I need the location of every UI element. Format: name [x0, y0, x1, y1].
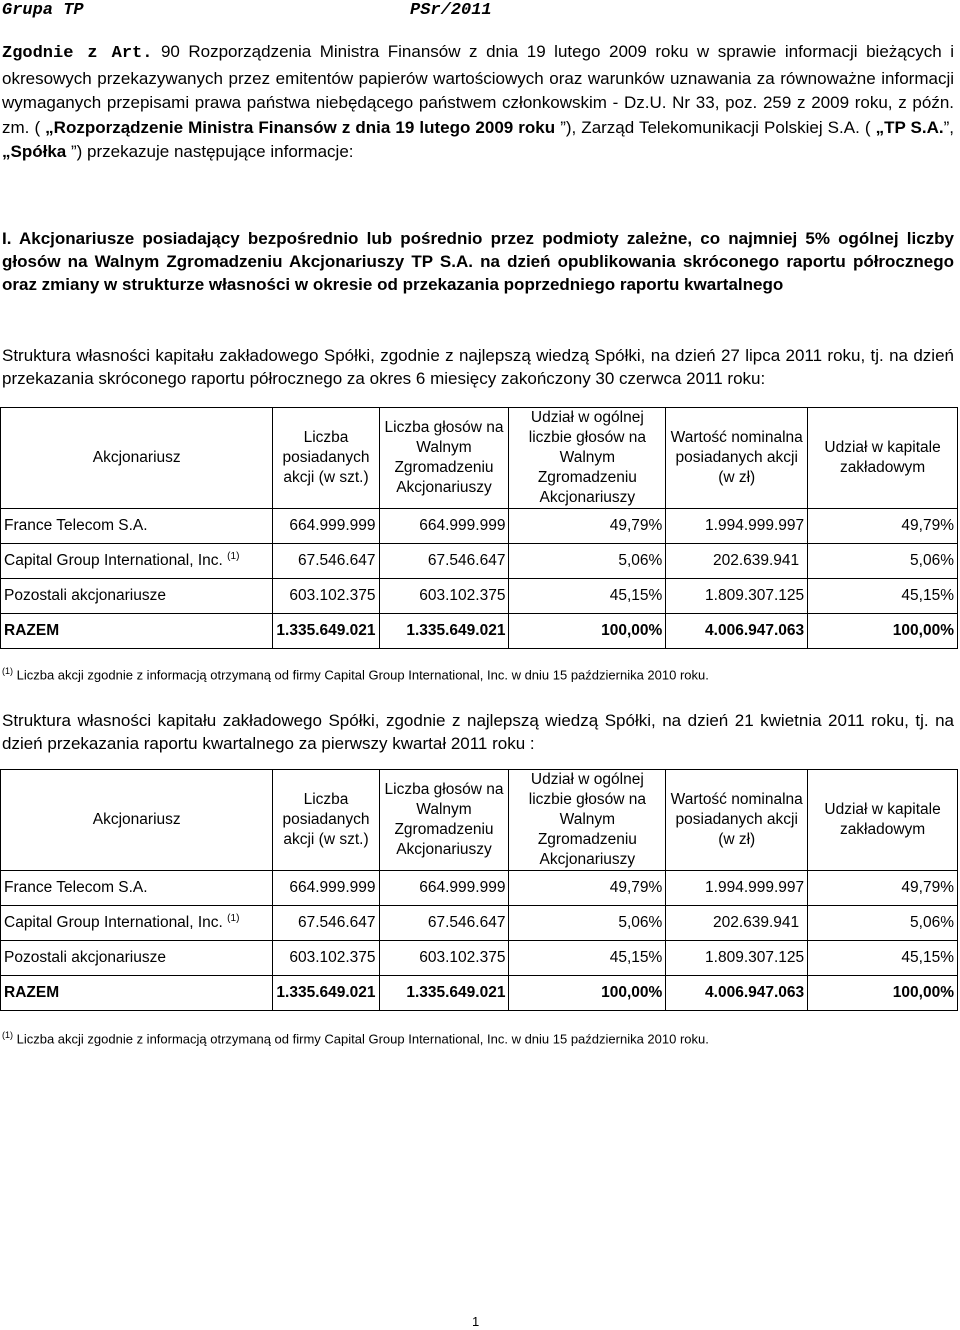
cell-nominal-value: 202.639.941 — [666, 544, 808, 579]
cell-votes: 1.335.649.021 — [379, 614, 509, 649]
cell-votes: 664.999.999 — [379, 871, 509, 906]
page-number: 1 — [472, 1314, 480, 1329]
col-header-shareholder: Akcjonariusz — [1, 408, 273, 509]
cell-shareholder — [1, 871, 273, 906]
cell-votes: 603.102.375 — [379, 579, 509, 614]
col-header-capital-share: Udział w kapitale zakładowym — [808, 770, 958, 871]
cell-votes: 1.335.649.021 — [379, 976, 509, 1011]
table-header-row — [1, 408, 958, 509]
cell-shareholder — [1, 614, 273, 649]
cell-shares: 664.999.999 — [273, 871, 379, 906]
cell-vote-share: 45,15% — [509, 579, 666, 614]
shareholder-name: Capital Group International, Inc. — [4, 914, 223, 932]
footnote-text: Liczba akcji zgodnie z informacją otrzymaną od firmy Capital Group International, Inc. w dniu 15 października 2010 roku. — [13, 1031, 709, 1047]
cell-capital-share: 49,79% — [808, 871, 958, 906]
cell-votes: 664.999.999 — [379, 509, 509, 544]
intro-bold-regulation: „Rozporządzenie Ministra Finansów z dnia 19 lutego 2009 roku — [45, 117, 556, 137]
table-row — [1, 544, 958, 579]
footnote-marker: (1) — [2, 1030, 13, 1040]
intro-mid-1: ”), Zarząd Telekomunikacji Polskiej S.A. ( — [555, 117, 876, 137]
col-header-nominal-value: Wartość nominalna posiadanych akcji (w zł) — [666, 408, 808, 509]
cell-shareholder — [1, 906, 273, 941]
cell-shares: 603.102.375 — [273, 579, 379, 614]
cell-vote-share: 100,00% — [509, 976, 666, 1011]
footnote-1 — [2, 666, 709, 682]
cell-nominal-value: 1.994.999.997 — [666, 871, 808, 906]
cell-shareholder — [1, 941, 273, 976]
shareholder-name: RAZEM — [4, 622, 60, 639]
cell-shares: 664.999.999 — [273, 509, 379, 544]
cell-shares: 67.546.647 — [273, 544, 379, 579]
shareholder-name: France Telecom S.A. — [4, 879, 148, 896]
structure-paragraph-2: Struktura własności kapitału zakładowego Spółki, zgodnie z najlepszą wiedzą Spółki, na dzień 21 kwietnia 2011 roku, tj. na dzień przekazania raportu kwartalnego za pierwszy kwartał 2011 roku : — [2, 711, 954, 753]
cell-shareholder — [1, 509, 273, 544]
cell-shares: 1.335.649.021 — [273, 976, 379, 1011]
cell-shareholder — [1, 579, 273, 614]
intro-mid-2: ”, — [943, 117, 955, 137]
col-header-capital-share: Udział w kapitale zakładowym — [808, 408, 958, 509]
cell-vote-share: 100,00% — [509, 614, 666, 649]
intro-body: 90 Rozporządzenia Ministra Finansów z dnia 19 lutego 2009 roku w sprawie informacji bieżących i okresowych przekazywanych przez emitentów papierów wartościowych oraz warunków uznawania za równoważne informacji wymaganych przepisami prawa państwa niebędącego państwem członkowskim - Dz.U. Nr 33, poz. 259 z 2009 roku, z późn. zm. ( — [2, 42, 954, 137]
cell-vote-share: 49,79% — [509, 509, 666, 544]
cell-capital-share: 45,15% — [808, 941, 958, 976]
cell-vote-share: 5,06% — [509, 906, 666, 941]
cell-shareholder — [1, 544, 273, 579]
shareholder-name: France Telecom S.A. — [4, 517, 148, 534]
cell-capital-share: 45,15% — [808, 579, 958, 614]
cell-capital-share: 100,00% — [808, 614, 958, 649]
cell-shares: 67.546.647 — [273, 906, 379, 941]
table-row — [1, 906, 958, 941]
cell-shareholder — [1, 976, 273, 1011]
footnote-text: Liczba akcji zgodnie z informacją otrzymaną od firmy Capital Group International, Inc. w dniu 15 października 2010 roku. — [13, 667, 709, 683]
table-row — [1, 871, 958, 906]
cell-nominal-value: 4.006.947.063 — [666, 976, 808, 1011]
header-company: Grupa TP — [2, 1, 84, 20]
intro-paragraph — [2, 40, 954, 165]
cell-vote-share: 45,15% — [509, 941, 666, 976]
cell-capital-share: 49,79% — [808, 509, 958, 544]
table-row — [1, 941, 958, 976]
shareholder-name: Capital Group International, Inc. — [4, 552, 223, 570]
cell-shares: 603.102.375 — [273, 941, 379, 976]
cell-shares: 1.335.649.021 — [273, 614, 379, 649]
structure-paragraph-1: Struktura własności kapitału zakładowego Spółki, zgodnie z najlepszą wiedzą Spółki, na dzień 27 lipca 2011 roku, tj. na dzień przekazania skróconego raportu półrocznego za okres 6 miesięcy zakończony 30 czerwca 2011 roku: — [2, 346, 954, 388]
cell-votes: 67.546.647 — [379, 906, 509, 941]
ownership-table-2 — [0, 769, 958, 1011]
cell-capital-share: 5,06% — [808, 906, 958, 941]
col-header-votes: Liczba głosów na Walnym Zgromadzeniu Akcjonariuszy — [379, 770, 509, 871]
cell-vote-share: 49,79% — [509, 871, 666, 906]
cell-capital-share: 100,00% — [808, 976, 958, 1011]
cell-nominal-value: 1.994.999.997 — [666, 509, 808, 544]
table-header-row — [1, 770, 958, 871]
cell-capital-share: 5,06% — [808, 544, 958, 579]
intro-bold-company: „Spółka — [2, 142, 67, 161]
table-row-total — [1, 614, 958, 649]
shareholder-name: RAZEM — [4, 984, 60, 1001]
footnote-2 — [2, 1030, 709, 1046]
col-header-vote-share: Udział w ogólnej liczbie głosów na Walnym Zgromadzeniu Akcjonariuszy — [509, 770, 666, 871]
col-header-vote-share: Udział w ogólnej liczbie głosów na Walnym Zgromadzeniu Akcjonariuszy — [509, 408, 666, 509]
footnote-marker: (1) — [227, 913, 240, 925]
footnote-marker: (1) — [2, 666, 13, 676]
cell-nominal-value: 4.006.947.063 — [666, 614, 808, 649]
table-row-total — [1, 976, 958, 1011]
header-report-code: PSr/2011 — [410, 1, 492, 20]
table-row — [1, 579, 958, 614]
cell-nominal-value: 202.639.941 — [666, 906, 808, 941]
table-row — [1, 509, 958, 544]
cell-votes: 603.102.375 — [379, 941, 509, 976]
section-heading: I. Akcjonariusze posiadający bezpośrednio lub pośrednio przez podmioty zależne, co najmniej 5% ogólnej liczby głosów na Walnym Zgromadzeniu Akcjonariuszy TP S.A. na dzień opublikowania skróconego raportu półrocznego oraz zmiany w strukturze własności w okresie od przekazania poprzedniego raportu kwartalnego — [2, 229, 954, 294]
cell-vote-share: 5,06% — [509, 544, 666, 579]
shareholder-name: Pozostali akcjonariusze — [4, 587, 166, 604]
shareholder-name: Pozostali akcjonariusze — [4, 949, 166, 966]
cell-votes: 67.546.647 — [379, 544, 509, 579]
intro-lead: Zgodnie z Art. — [2, 44, 153, 63]
ownership-table-1 — [0, 407, 958, 649]
col-header-shares: Liczba posiadanych akcji (w szt.) — [273, 770, 379, 871]
intro-end: ”) przekazuje następujące informacje: — [66, 142, 354, 161]
col-header-shareholder: Akcjonariusz — [1, 770, 273, 871]
intro-bold-tp: „TP S.A. — [875, 117, 944, 137]
cell-nominal-value: 1.809.307.125 — [666, 579, 808, 614]
col-header-nominal-value: Wartość nominalna posiadanych akcji (w zł) — [666, 770, 808, 871]
col-header-shares: Liczba posiadanych akcji (w szt.) — [273, 408, 379, 509]
footnote-marker: (1) — [227, 551, 240, 563]
col-header-votes: Liczba głosów na Walnym Zgromadzeniu Akcjonariuszy — [379, 408, 509, 509]
cell-nominal-value: 1.809.307.125 — [666, 941, 808, 976]
